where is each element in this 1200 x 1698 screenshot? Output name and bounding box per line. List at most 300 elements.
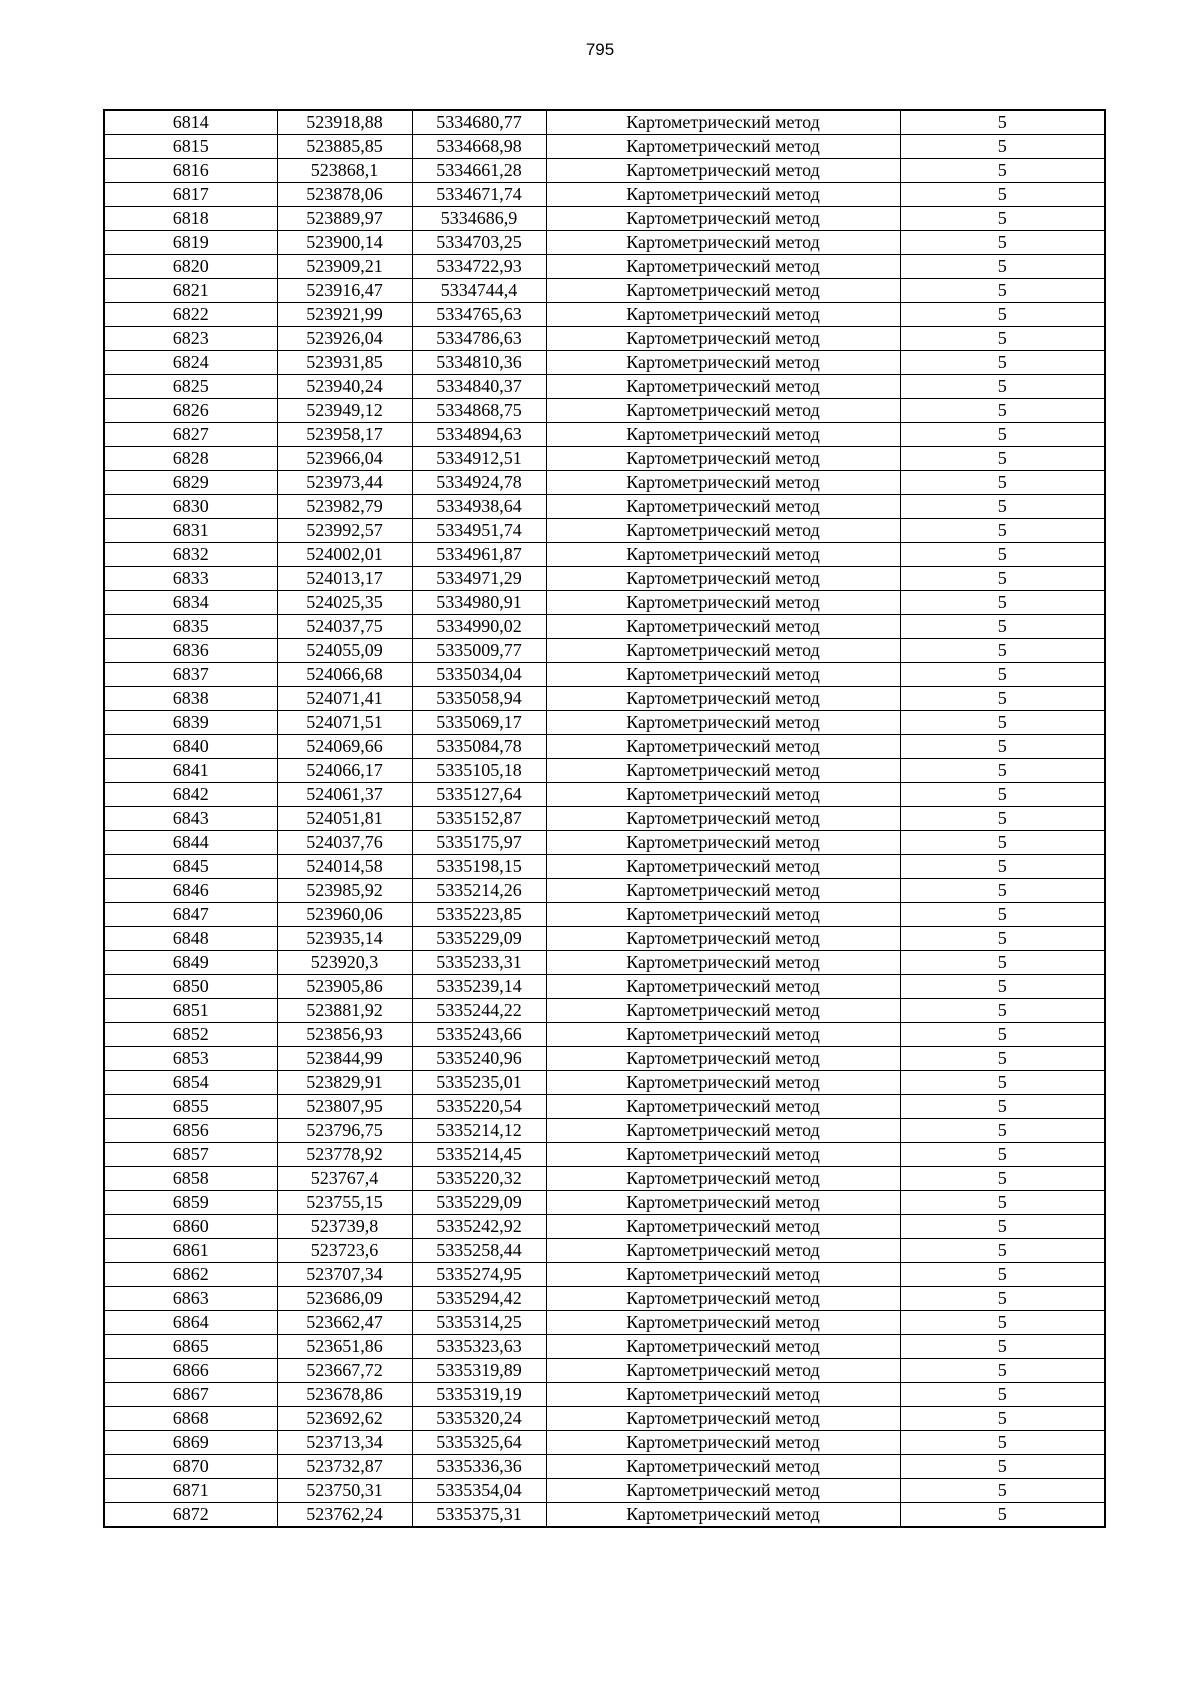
method-cell: Картометрический метод <box>546 375 900 399</box>
method-cell: Картометрический метод <box>546 783 900 807</box>
accuracy-cell: 5 <box>900 447 1105 471</box>
table-row <box>104 495 1105 519</box>
point-number-cell: 6848 <box>104 927 277 951</box>
x-coordinate-cell: 523921,99 <box>277 303 412 327</box>
table-row <box>104 1239 1105 1263</box>
y-coordinate-cell: 5335214,45 <box>412 1143 546 1167</box>
point-number-cell: 6831 <box>104 519 277 543</box>
accuracy-cell: 5 <box>900 1095 1105 1119</box>
method-cell: Картометрический метод <box>546 519 900 543</box>
accuracy-cell: 5 <box>900 759 1105 783</box>
x-coordinate-cell: 523856,93 <box>277 1023 412 1047</box>
table-row <box>104 351 1105 375</box>
table-row <box>104 255 1105 279</box>
x-coordinate-cell: 523713,34 <box>277 1431 412 1455</box>
point-number-cell: 6822 <box>104 303 277 327</box>
table-row <box>104 951 1105 975</box>
y-coordinate-cell: 5335214,26 <box>412 879 546 903</box>
method-cell: Картометрический метод <box>546 1143 900 1167</box>
x-coordinate-cell: 523918,88 <box>277 110 412 135</box>
method-cell: Картометрический метод <box>546 975 900 999</box>
table-row <box>104 999 1105 1023</box>
table-row <box>104 1095 1105 1119</box>
y-coordinate-cell: 5335323,63 <box>412 1335 546 1359</box>
point-number-cell: 6824 <box>104 351 277 375</box>
y-coordinate-cell: 5334912,51 <box>412 447 546 471</box>
x-coordinate-cell: 524013,17 <box>277 567 412 591</box>
y-coordinate-cell: 5335175,97 <box>412 831 546 855</box>
y-coordinate-cell: 5335235,01 <box>412 1071 546 1095</box>
table-row <box>104 1191 1105 1215</box>
accuracy-cell: 5 <box>900 951 1105 975</box>
method-cell: Картометрический метод <box>546 1407 900 1431</box>
method-cell: Картометрический метод <box>546 1071 900 1095</box>
point-number-cell: 6829 <box>104 471 277 495</box>
x-coordinate-cell: 523750,31 <box>277 1479 412 1503</box>
x-coordinate-cell: 524025,35 <box>277 591 412 615</box>
table-row <box>104 231 1105 255</box>
accuracy-cell: 5 <box>900 1167 1105 1191</box>
point-number-cell: 6869 <box>104 1431 277 1455</box>
table-row <box>104 1023 1105 1047</box>
x-coordinate-cell: 523881,92 <box>277 999 412 1023</box>
point-number-cell: 6868 <box>104 1407 277 1431</box>
x-coordinate-cell: 523707,34 <box>277 1263 412 1287</box>
table-row <box>104 159 1105 183</box>
x-coordinate-cell: 524037,75 <box>277 615 412 639</box>
table-row <box>104 519 1105 543</box>
method-cell: Картометрический метод <box>546 999 900 1023</box>
point-number-cell: 6845 <box>104 855 277 879</box>
y-coordinate-cell: 5335258,44 <box>412 1239 546 1263</box>
y-coordinate-cell: 5335152,87 <box>412 807 546 831</box>
point-number-cell: 6830 <box>104 495 277 519</box>
point-number-cell: 6858 <box>104 1167 277 1191</box>
y-coordinate-cell: 5334990,02 <box>412 615 546 639</box>
accuracy-cell: 5 <box>900 1335 1105 1359</box>
y-coordinate-cell: 5334722,93 <box>412 255 546 279</box>
x-coordinate-cell: 524069,66 <box>277 735 412 759</box>
method-cell: Картометрический метод <box>546 543 900 567</box>
y-coordinate-cell: 5334971,29 <box>412 567 546 591</box>
accuracy-cell: 5 <box>900 567 1105 591</box>
accuracy-cell: 5 <box>900 639 1105 663</box>
point-number-cell: 6833 <box>104 567 277 591</box>
x-coordinate-cell: 523732,87 <box>277 1455 412 1479</box>
table-row <box>104 110 1105 135</box>
table-row <box>104 879 1105 903</box>
table-row <box>104 399 1105 423</box>
y-coordinate-cell: 5335240,96 <box>412 1047 546 1071</box>
accuracy-cell: 5 <box>900 1455 1105 1479</box>
point-number-cell: 6867 <box>104 1383 277 1407</box>
table-row <box>104 1287 1105 1311</box>
table-row <box>104 1383 1105 1407</box>
point-number-cell: 6834 <box>104 591 277 615</box>
y-coordinate-cell: 5335244,22 <box>412 999 546 1023</box>
method-cell: Картометрический метод <box>546 1047 900 1071</box>
x-coordinate-cell: 524002,01 <box>277 543 412 567</box>
x-coordinate-cell: 523889,97 <box>277 207 412 231</box>
method-cell: Картометрический метод <box>546 1263 900 1287</box>
point-number-cell: 6843 <box>104 807 277 831</box>
table-row <box>104 303 1105 327</box>
accuracy-cell: 5 <box>900 543 1105 567</box>
method-cell: Картометрический метод <box>546 327 900 351</box>
point-number-cell: 6827 <box>104 423 277 447</box>
table-row <box>104 543 1105 567</box>
table-row <box>104 375 1105 399</box>
x-coordinate-cell: 524071,41 <box>277 687 412 711</box>
y-coordinate-cell: 5334703,25 <box>412 231 546 255</box>
point-number-cell: 6841 <box>104 759 277 783</box>
accuracy-cell: 5 <box>900 231 1105 255</box>
accuracy-cell: 5 <box>900 615 1105 639</box>
x-coordinate-cell: 523926,04 <box>277 327 412 351</box>
point-number-cell: 6814 <box>104 110 277 135</box>
method-cell: Картометрический метод <box>546 159 900 183</box>
point-number-cell: 6842 <box>104 783 277 807</box>
x-coordinate-cell: 523992,57 <box>277 519 412 543</box>
accuracy-cell: 5 <box>900 399 1105 423</box>
method-cell: Картометрический метод <box>546 1311 900 1335</box>
table-row <box>104 711 1105 735</box>
method-cell: Картометрический метод <box>546 183 900 207</box>
accuracy-cell: 5 <box>900 591 1105 615</box>
accuracy-cell: 5 <box>900 663 1105 687</box>
y-coordinate-cell: 5334961,87 <box>412 543 546 567</box>
method-cell: Картометрический метод <box>546 927 900 951</box>
accuracy-cell: 5 <box>900 711 1105 735</box>
y-coordinate-cell: 5334924,78 <box>412 471 546 495</box>
point-number-cell: 6862 <box>104 1263 277 1287</box>
x-coordinate-cell: 523667,72 <box>277 1359 412 1383</box>
y-coordinate-cell: 5335220,54 <box>412 1095 546 1119</box>
method-cell: Картометрический метод <box>546 639 900 663</box>
method-cell: Картометрический метод <box>546 879 900 903</box>
x-coordinate-cell: 524037,76 <box>277 831 412 855</box>
x-coordinate-cell: 523755,15 <box>277 1191 412 1215</box>
point-number-cell: 6871 <box>104 1479 277 1503</box>
point-number-cell: 6826 <box>104 399 277 423</box>
table-row <box>104 135 1105 159</box>
table-row <box>104 1119 1105 1143</box>
table-row <box>104 1143 1105 1167</box>
point-number-cell: 6817 <box>104 183 277 207</box>
y-coordinate-cell: 5334810,36 <box>412 351 546 375</box>
x-coordinate-cell: 523723,6 <box>277 1239 412 1263</box>
y-coordinate-cell: 5335274,95 <box>412 1263 546 1287</box>
accuracy-cell: 5 <box>900 999 1105 1023</box>
point-number-cell: 6861 <box>104 1239 277 1263</box>
accuracy-cell: 5 <box>900 471 1105 495</box>
accuracy-cell: 5 <box>900 1143 1105 1167</box>
method-cell: Картометрический метод <box>546 1431 900 1455</box>
method-cell: Картометрический метод <box>546 351 900 375</box>
method-cell: Картометрический метод <box>546 591 900 615</box>
x-coordinate-cell: 523651,86 <box>277 1335 412 1359</box>
x-coordinate-cell: 523878,06 <box>277 183 412 207</box>
y-coordinate-cell: 5335229,09 <box>412 927 546 951</box>
y-coordinate-cell: 5335220,32 <box>412 1167 546 1191</box>
y-coordinate-cell: 5335336,36 <box>412 1455 546 1479</box>
method-cell: Картометрический метод <box>546 135 900 159</box>
accuracy-cell: 5 <box>900 519 1105 543</box>
point-number-cell: 6866 <box>104 1359 277 1383</box>
accuracy-cell: 5 <box>900 903 1105 927</box>
x-coordinate-cell: 523985,92 <box>277 879 412 903</box>
table-row <box>104 1479 1105 1503</box>
accuracy-cell: 5 <box>900 423 1105 447</box>
y-coordinate-cell: 5335069,17 <box>412 711 546 735</box>
y-coordinate-cell: 5335325,64 <box>412 1431 546 1455</box>
point-number-cell: 6854 <box>104 1071 277 1095</box>
accuracy-cell: 5 <box>900 1239 1105 1263</box>
method-cell: Картометрический метод <box>546 1191 900 1215</box>
point-number-cell: 6839 <box>104 711 277 735</box>
accuracy-cell: 5 <box>900 975 1105 999</box>
method-cell: Картометрический метод <box>546 1335 900 1359</box>
method-cell: Картометрический метод <box>546 1167 900 1191</box>
y-coordinate-cell: 5335320,24 <box>412 1407 546 1431</box>
table-row <box>104 423 1105 447</box>
point-number-cell: 6835 <box>104 615 277 639</box>
point-number-cell: 6872 <box>104 1503 277 1528</box>
y-coordinate-cell: 5335242,92 <box>412 1215 546 1239</box>
y-coordinate-cell: 5334765,63 <box>412 303 546 327</box>
x-coordinate-cell: 524066,17 <box>277 759 412 783</box>
point-number-cell: 6825 <box>104 375 277 399</box>
point-number-cell: 6863 <box>104 1287 277 1311</box>
point-number-cell: 6851 <box>104 999 277 1023</box>
method-cell: Картометрический метод <box>546 951 900 975</box>
table-row <box>104 1431 1105 1455</box>
table-row <box>104 183 1105 207</box>
method-cell: Картометрический метод <box>546 1287 900 1311</box>
x-coordinate-cell: 523905,86 <box>277 975 412 999</box>
method-cell: Картометрический метод <box>546 1215 900 1239</box>
point-number-cell: 6856 <box>104 1119 277 1143</box>
method-cell: Картометрический метод <box>546 1023 900 1047</box>
y-coordinate-cell: 5334671,74 <box>412 183 546 207</box>
coordinates-table-body <box>104 110 1105 1527</box>
accuracy-cell: 5 <box>900 927 1105 951</box>
table-row <box>104 855 1105 879</box>
accuracy-cell: 5 <box>900 879 1105 903</box>
y-coordinate-cell: 5334938,64 <box>412 495 546 519</box>
accuracy-cell: 5 <box>900 1215 1105 1239</box>
x-coordinate-cell: 524051,81 <box>277 807 412 831</box>
x-coordinate-cell: 523778,92 <box>277 1143 412 1167</box>
y-coordinate-cell: 5334686,9 <box>412 207 546 231</box>
table-row <box>104 327 1105 351</box>
method-cell: Картометрический метод <box>546 423 900 447</box>
table-row <box>104 207 1105 231</box>
accuracy-cell: 5 <box>900 855 1105 879</box>
point-number-cell: 6819 <box>104 231 277 255</box>
y-coordinate-cell: 5335243,66 <box>412 1023 546 1047</box>
method-cell: Картометрический метод <box>546 399 900 423</box>
x-coordinate-cell: 523692,62 <box>277 1407 412 1431</box>
y-coordinate-cell: 5335034,04 <box>412 663 546 687</box>
method-cell: Картометрический метод <box>546 567 900 591</box>
y-coordinate-cell: 5334668,98 <box>412 135 546 159</box>
accuracy-cell: 5 <box>900 831 1105 855</box>
y-coordinate-cell: 5335229,09 <box>412 1191 546 1215</box>
y-coordinate-cell: 5334744,4 <box>412 279 546 303</box>
y-coordinate-cell: 5335375,31 <box>412 1503 546 1528</box>
table-row <box>104 903 1105 927</box>
accuracy-cell: 5 <box>900 1071 1105 1095</box>
accuracy-cell: 5 <box>900 1023 1105 1047</box>
method-cell: Картометрический метод <box>546 1119 900 1143</box>
y-coordinate-cell: 5334868,75 <box>412 399 546 423</box>
accuracy-cell: 5 <box>900 1383 1105 1407</box>
x-coordinate-cell: 523844,99 <box>277 1047 412 1071</box>
x-coordinate-cell: 523678,86 <box>277 1383 412 1407</box>
table-row <box>104 687 1105 711</box>
method-cell: Картометрический метод <box>546 735 900 759</box>
method-cell: Картометрический метод <box>546 1503 900 1528</box>
accuracy-cell: 5 <box>900 1119 1105 1143</box>
method-cell: Картометрический метод <box>546 855 900 879</box>
x-coordinate-cell: 523885,85 <box>277 135 412 159</box>
point-number-cell: 6821 <box>104 279 277 303</box>
x-coordinate-cell: 523796,75 <box>277 1119 412 1143</box>
x-coordinate-cell: 523982,79 <box>277 495 412 519</box>
table-row <box>104 1311 1105 1335</box>
table-row <box>104 663 1105 687</box>
point-number-cell: 6857 <box>104 1143 277 1167</box>
coordinates-table <box>103 109 1106 1528</box>
point-number-cell: 6838 <box>104 687 277 711</box>
x-coordinate-cell: 523909,21 <box>277 255 412 279</box>
accuracy-cell: 5 <box>900 255 1105 279</box>
method-cell: Картометрический метод <box>546 807 900 831</box>
method-cell: Картометрический метод <box>546 711 900 735</box>
table-row <box>104 1215 1105 1239</box>
accuracy-cell: 5 <box>900 327 1105 351</box>
accuracy-cell: 5 <box>900 279 1105 303</box>
accuracy-cell: 5 <box>900 735 1105 759</box>
accuracy-cell: 5 <box>900 783 1105 807</box>
accuracy-cell: 5 <box>900 1047 1105 1071</box>
table-row <box>104 591 1105 615</box>
x-coordinate-cell: 523868,1 <box>277 159 412 183</box>
method-cell: Картометрический метод <box>546 471 900 495</box>
accuracy-cell: 5 <box>900 351 1105 375</box>
point-number-cell: 6828 <box>104 447 277 471</box>
table-row <box>104 1071 1105 1095</box>
method-cell: Картометрический метод <box>546 1239 900 1263</box>
accuracy-cell: 5 <box>900 1479 1105 1503</box>
page-number: 795 <box>585 40 615 59</box>
point-number-cell: 6860 <box>104 1215 277 1239</box>
accuracy-cell: 5 <box>900 807 1105 831</box>
point-number-cell: 6855 <box>104 1095 277 1119</box>
x-coordinate-cell: 523920,3 <box>277 951 412 975</box>
x-coordinate-cell: 523966,04 <box>277 447 412 471</box>
table-row <box>104 1407 1105 1431</box>
x-coordinate-cell: 523767,4 <box>277 1167 412 1191</box>
accuracy-cell: 5 <box>900 1191 1105 1215</box>
point-number-cell: 6846 <box>104 879 277 903</box>
y-coordinate-cell: 5335214,12 <box>412 1119 546 1143</box>
table-row <box>104 807 1105 831</box>
y-coordinate-cell: 5335294,42 <box>412 1287 546 1311</box>
x-coordinate-cell: 524071,51 <box>277 711 412 735</box>
point-number-cell: 6818 <box>104 207 277 231</box>
method-cell: Картометрический метод <box>546 495 900 519</box>
x-coordinate-cell: 523762,24 <box>277 1503 412 1528</box>
point-number-cell: 6823 <box>104 327 277 351</box>
method-cell: Картометрический метод <box>546 663 900 687</box>
table-row <box>104 1359 1105 1383</box>
x-coordinate-cell: 523973,44 <box>277 471 412 495</box>
method-cell: Картометрический метод <box>546 1455 900 1479</box>
method-cell: Картометрический метод <box>546 615 900 639</box>
y-coordinate-cell: 5335009,77 <box>412 639 546 663</box>
method-cell: Картометрический метод <box>546 110 900 135</box>
accuracy-cell: 5 <box>900 303 1105 327</box>
table-row <box>104 615 1105 639</box>
x-coordinate-cell: 523958,17 <box>277 423 412 447</box>
y-coordinate-cell: 5334980,91 <box>412 591 546 615</box>
x-coordinate-cell: 523686,09 <box>277 1287 412 1311</box>
x-coordinate-cell: 523916,47 <box>277 279 412 303</box>
point-number-cell: 6852 <box>104 1023 277 1047</box>
y-coordinate-cell: 5335354,04 <box>412 1479 546 1503</box>
table-row <box>104 1167 1105 1191</box>
y-coordinate-cell: 5334951,74 <box>412 519 546 543</box>
point-number-cell: 6849 <box>104 951 277 975</box>
y-coordinate-cell: 5335127,64 <box>412 783 546 807</box>
table-row <box>104 639 1105 663</box>
x-coordinate-cell: 523935,14 <box>277 927 412 951</box>
accuracy-cell: 5 <box>900 207 1105 231</box>
point-number-cell: 6815 <box>104 135 277 159</box>
point-number-cell: 6844 <box>104 831 277 855</box>
x-coordinate-cell: 524061,37 <box>277 783 412 807</box>
x-coordinate-cell: 523900,14 <box>277 231 412 255</box>
accuracy-cell: 5 <box>900 375 1105 399</box>
x-coordinate-cell: 523960,06 <box>277 903 412 927</box>
accuracy-cell: 5 <box>900 183 1105 207</box>
y-coordinate-cell: 5334840,37 <box>412 375 546 399</box>
y-coordinate-cell: 5335198,15 <box>412 855 546 879</box>
method-cell: Картометрический метод <box>546 687 900 711</box>
point-number-cell: 6870 <box>104 1455 277 1479</box>
y-coordinate-cell: 5335319,19 <box>412 1383 546 1407</box>
y-coordinate-cell: 5334680,77 <box>412 110 546 135</box>
method-cell: Картометрический метод <box>546 255 900 279</box>
method-cell: Картометрический метод <box>546 831 900 855</box>
method-cell: Картометрический метод <box>546 303 900 327</box>
x-coordinate-cell: 524066,68 <box>277 663 412 687</box>
table-row <box>104 735 1105 759</box>
accuracy-cell: 5 <box>900 687 1105 711</box>
point-number-cell: 6864 <box>104 1311 277 1335</box>
point-number-cell: 6865 <box>104 1335 277 1359</box>
x-coordinate-cell: 523739,8 <box>277 1215 412 1239</box>
x-coordinate-cell: 523662,47 <box>277 1311 412 1335</box>
method-cell: Картометрический метод <box>546 231 900 255</box>
point-number-cell: 6816 <box>104 159 277 183</box>
accuracy-cell: 5 <box>900 135 1105 159</box>
y-coordinate-cell: 5335084,78 <box>412 735 546 759</box>
y-coordinate-cell: 5335314,25 <box>412 1311 546 1335</box>
table-row <box>104 447 1105 471</box>
